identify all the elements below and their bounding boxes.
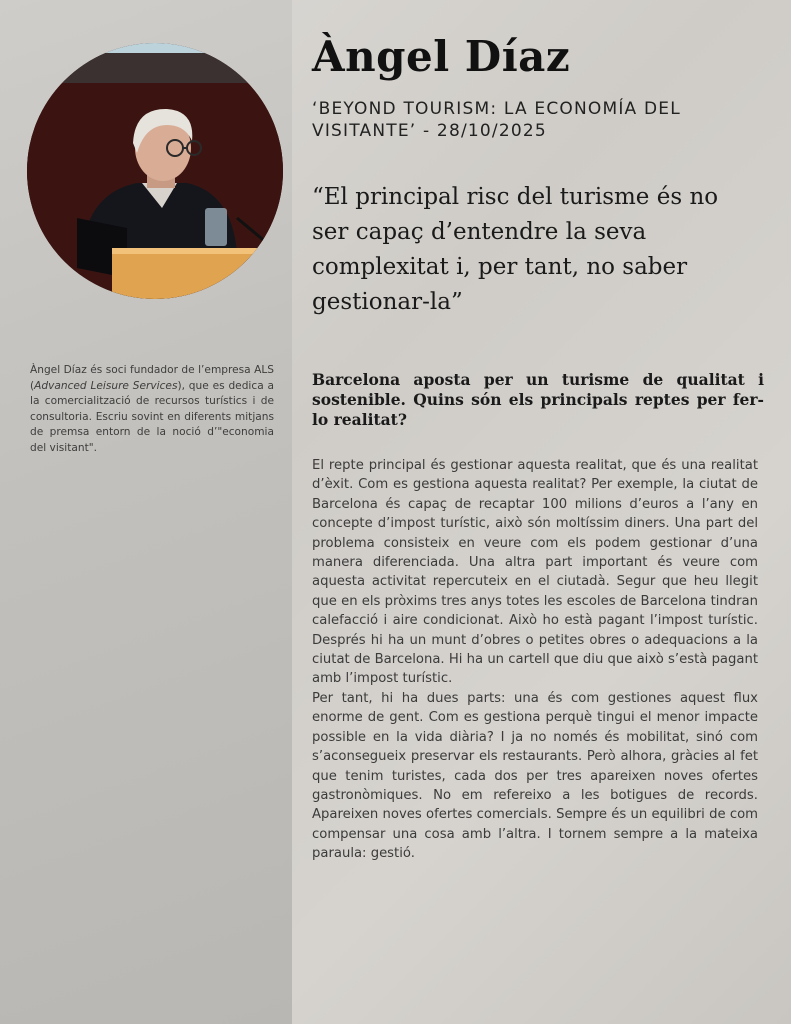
interview-question: Barcelona aposta per un turisme de qualitat i sostenible. Quins són els principals reptes per fer-lo realitat? bbox=[312, 370, 764, 429]
speaker-photo bbox=[27, 43, 283, 299]
answer-paragraph-1: El repte principal és gestionar aquesta realitat, que és una realitat d’èxit. Com es gestiona aquesta realitat? Per exemple, la ciutat de Barcelona és capaç de recaptar 100 milions d’euros a l’any en concepte d’impost turístic, això són moltíssim diners. Una part del problema consisteix en veure com els podem gestionar d’una manera diferenciada. Una altra part important és veure com aquesta activitat repercuteix en el ciutadà. Segur que heu llegit que en els pròxims tres anys totes les escoles de Barcelona tindran calefacció i aire condicionat. Això ho està pagant l’impost turístic. Després hi ha un munt d’obres o petites obres o adequacions a la ciutat de Barcelona. Hi ha un cartell que diu que això s’està pagant amb l’impost turístic. bbox=[312, 458, 758, 687]
right-column bbox=[292, 0, 791, 1024]
pull-quote: “El principal risc del turisme és no ser capaç d’entendre la seva complexitat i, per tant, no saber gestionar-la” bbox=[312, 184, 719, 315]
bio-text-start: Àngel Díaz és soci fundador de l’empresa ALS ( bbox=[30, 364, 274, 392]
speaker-photo-illustration bbox=[27, 43, 283, 299]
interview-answer bbox=[312, 456, 758, 864]
answer-paragraph-2: Per tant, hi ha dues parts: una és com gestiones aquest flux enorme de gent. Com es gestiona perquè tingui el menor impacte possible en la vida diària? I ja no només és mobilitat, sinó com s’aconsegueix preservar els restaurants. Però alhora, gràcies al fet que tenim turistes, cada dos per tres apareixen noves ofertes gastronòmiques. No em refereixo a les botigues de records. Apareixen noves ofertes comercials. Sempre és un equilibri de com compensar una cosa amb l’altra. I tornem sempre a la mateixa paraula: gestió. bbox=[312, 690, 758, 862]
left-column bbox=[0, 0, 292, 1024]
ceiling-light bbox=[67, 43, 243, 53]
water-glass bbox=[205, 208, 227, 246]
event-subtitle: ‘BEYOND TOURISM: LA ECONOMÍA DEL VISITANTE’ - 28/10/2025 bbox=[312, 99, 681, 141]
lectern bbox=[112, 248, 262, 299]
speaker-name: Àngel Díaz bbox=[312, 32, 571, 81]
bio-company-name: Advanced Leisure Services bbox=[34, 379, 178, 392]
bio-text-end: ), que es dedica a la comercialització de recursos turístics i de consultoria. Escriu sovint en diferents mitjans de premsa entorn de la noció d’"economia del visitant". bbox=[30, 379, 275, 454]
ceiling bbox=[27, 53, 283, 83]
speaker-bio bbox=[30, 363, 274, 457]
